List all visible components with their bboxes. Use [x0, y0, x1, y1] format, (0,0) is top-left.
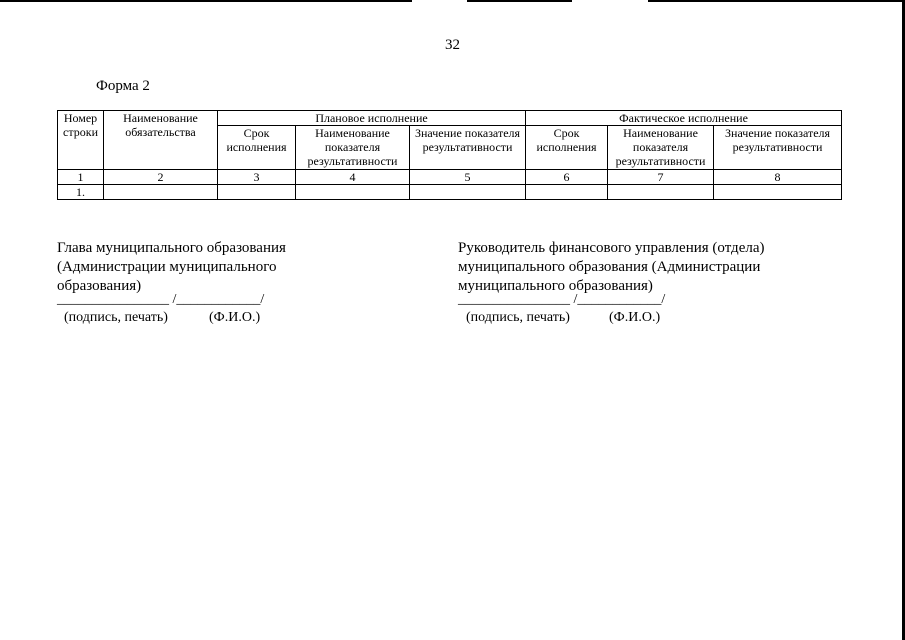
- header-fact-indicator-value: Значение показателя результативности: [714, 126, 842, 170]
- table-cell: [526, 185, 608, 200]
- header-fact-indicator-name: Наименование показателя результативности: [608, 126, 714, 170]
- obligations-table: [57, 110, 842, 200]
- signature-line-finance-head: ________________ /____________/: [458, 292, 666, 307]
- column-number-row: [58, 170, 842, 185]
- table-header-row: [58, 111, 842, 126]
- table-cell: [410, 185, 526, 200]
- signature-line-head: ________________ /____________/: [57, 292, 265, 307]
- signature-title-line: муниципального образования (Администрации: [458, 259, 761, 275]
- signature-title-line: Руководитель финансового управления (отдела): [458, 240, 765, 256]
- column-number: 4: [296, 170, 410, 185]
- scan-artifact-top-3: [648, 0, 905, 2]
- signature-title-line: муниципального образования): [458, 278, 653, 294]
- caption-name: (Ф.И.О.): [609, 310, 661, 325]
- signature-title-line: (Администрации муниципального: [57, 259, 277, 275]
- caption-signature: (подпись, печать): [64, 310, 168, 325]
- signature-title-line: образования): [57, 278, 142, 294]
- table-cell: [296, 185, 410, 200]
- table-cell-row-number: 1.: [58, 185, 104, 200]
- table-cell: [714, 185, 842, 200]
- header-row-number: Номер строки: [58, 111, 104, 170]
- signature-block-head: [57, 239, 357, 296]
- header-group-plan: Плановое исполнение: [218, 111, 526, 126]
- table-cell: [608, 185, 714, 200]
- header-plan-deadline: Срок исполнения: [218, 126, 296, 170]
- column-number: 5: [410, 170, 526, 185]
- column-number: 1: [58, 170, 104, 185]
- scan-artifact-top-2: [467, 0, 572, 2]
- signature-title-line: Глава муниципального образования: [57, 240, 286, 256]
- signature-block-finance-head: [458, 239, 858, 296]
- table-row: [58, 185, 842, 200]
- header-plan-indicator-name: Наименование показателя результативности: [296, 126, 410, 170]
- table-cell: [104, 185, 218, 200]
- header-obligation-name: Наименование обязательства: [104, 111, 218, 170]
- caption-name: (Ф.И.О.): [209, 310, 261, 325]
- page-number: 32: [445, 37, 460, 53]
- caption-signature: (подпись, печать): [466, 310, 570, 325]
- form-title: Форма 2: [96, 78, 150, 94]
- table-cell: [218, 185, 296, 200]
- column-number: 7: [608, 170, 714, 185]
- column-number: 8: [714, 170, 842, 185]
- header-plan-indicator-value: Значение показателя результативности: [410, 126, 526, 170]
- header-fact-deadline: Срок исполнения: [526, 126, 608, 170]
- header-group-fact: Фактическое исполнение: [526, 111, 842, 126]
- signature-captions-finance-head: [0, 310, 905, 330]
- scan-artifact-top-1: [0, 0, 412, 2]
- column-number: 3: [218, 170, 296, 185]
- column-number: 6: [526, 170, 608, 185]
- column-number: 2: [104, 170, 218, 185]
